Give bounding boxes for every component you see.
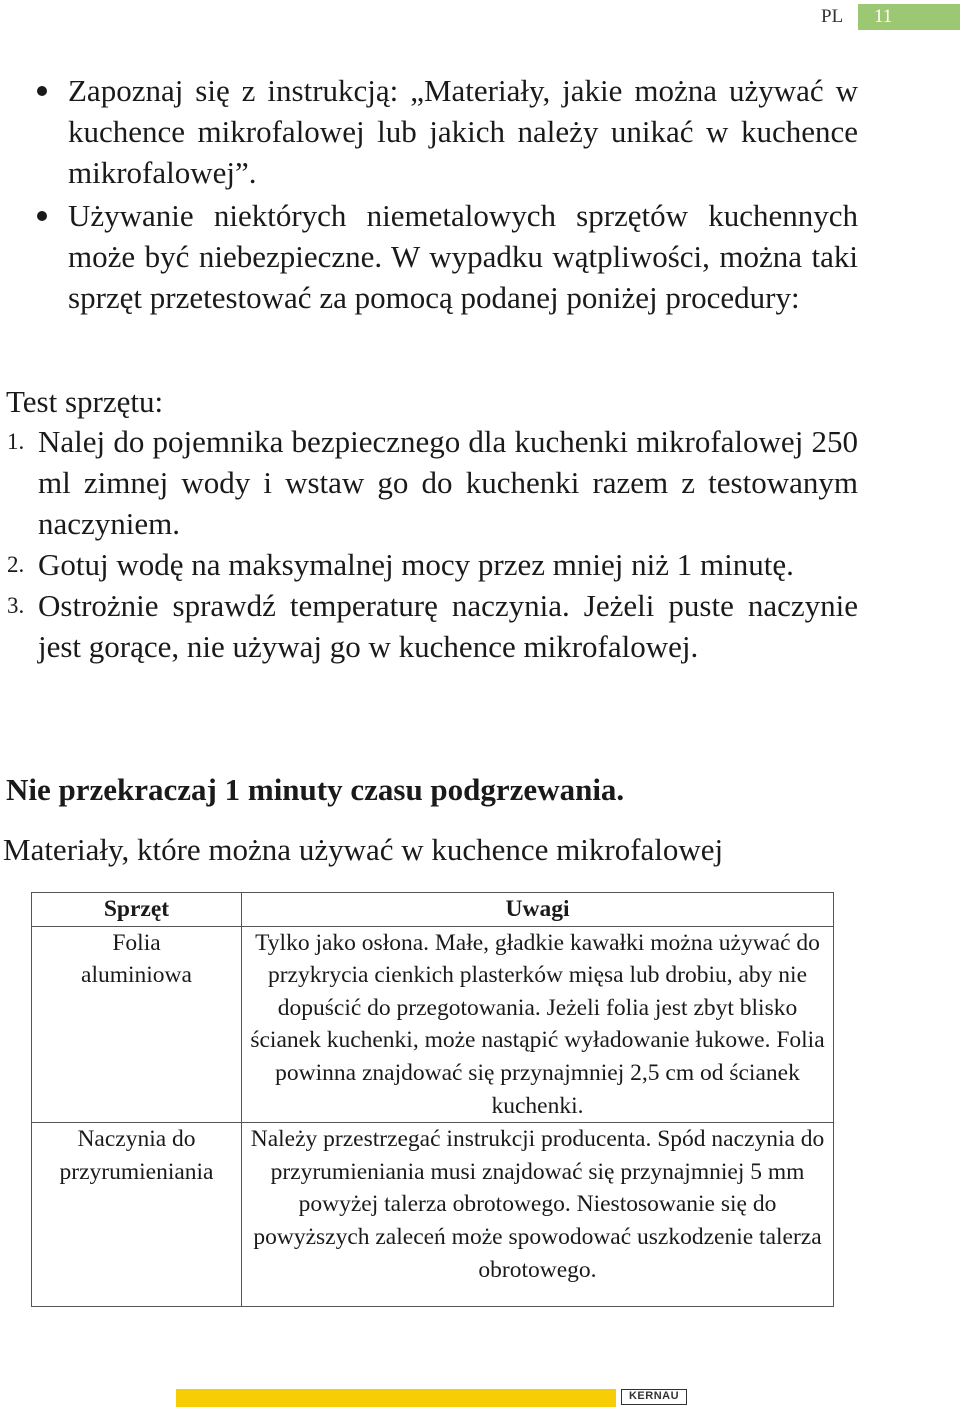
step-text: Gotuj wodę na maksymalnej mocy przez mniej niż 1 minutę. — [38, 547, 794, 582]
materials-section-title: Materiały, które można używać w kuchence mikrofalowej — [3, 832, 724, 867]
page-number: 11 — [858, 4, 960, 30]
table-header-row — [32, 893, 834, 927]
footer-bar — [176, 1389, 616, 1407]
test-step — [0, 544, 858, 585]
header-notes: Uwagi — [242, 893, 834, 927]
test-step — [0, 421, 858, 544]
table-row — [32, 926, 834, 1123]
bullet-dot-icon — [37, 211, 47, 221]
header-equipment: Sprzęt — [32, 893, 242, 927]
bullet-item — [0, 195, 858, 318]
test-title: Test sprzętu: — [6, 384, 164, 419]
step-text: Nalej do pojemnika bezpiecznego dla kuchenki mikrofalowej 250 ml zimnej wody i wstaw go do kuchenki razem z testowanym naczyniem. — [38, 424, 858, 541]
test-step — [0, 585, 858, 667]
step-number: 2. — [7, 552, 25, 577]
notes-text: Tylko jako osłona. Małe, gładkie kawałki można używać do przykrycia cienkich plasterków mięsa lub drobiu, aby nie dopuścić do przegotowania. Jeżeli folia jest zbyt blisko ścianek kuchenki, może nastąpić wyładowanie łukowe. Folia powinna znajdować się przynajmniej 2,5 cm od ścianek kuchenki. — [250, 929, 825, 1119]
bullet-item — [0, 70, 858, 193]
bullet-dot-icon — [37, 86, 47, 96]
table-row — [32, 1123, 834, 1307]
warning-text: Nie przekraczaj 1 minuty czasu podgrzewania. — [6, 772, 625, 807]
step-number: 1. — [7, 429, 25, 454]
notes-text: Należy przestrzegać instrukcji producenta. Spód naczynia do przyrumieniania musi znajdować się przynajmniej 5 mm powyżej talerza obrotowego. Niestosowanie się do powyższych zaleceń może spowodować uszkodzenie talerza obrotowego. — [250, 1126, 825, 1283]
test-steps — [0, 421, 960, 667]
brand-logo: KERNAU — [621, 1389, 687, 1405]
materials-table — [31, 892, 834, 1307]
equipment-name: Naczynia do przyrumieniania — [59, 1126, 214, 1185]
equipment-name: Folia aluminiowa — [81, 929, 192, 989]
instruction-bullets — [0, 70, 960, 320]
notes-cell — [242, 926, 834, 1123]
language-label: PL — [821, 6, 844, 27]
notes-cell — [242, 1123, 834, 1307]
step-number: 3. — [7, 593, 25, 618]
bullet-text: Zapoznaj się z instrukcją: „Materiały, jakie można używać w kuchence mikrofalowej lub jakich należy unikać w kuchence mikrofalowej”. — [68, 73, 858, 190]
bullet-text: Używanie niektórych niemetalowych sprzętów kuchennych może być niebezpieczne. W wypadku wątpliwości, można taki sprzęt przetestować za pomocą podanej poniżej procedury: — [68, 198, 858, 315]
step-text: Ostrożnie sprawdź temperaturę naczynia. Jeżeli puste naczynie jest gorące, nie używaj go w kuchence mikrofalowej. — [38, 588, 858, 664]
equipment-cell — [32, 926, 242, 1123]
equipment-cell — [32, 1123, 242, 1307]
